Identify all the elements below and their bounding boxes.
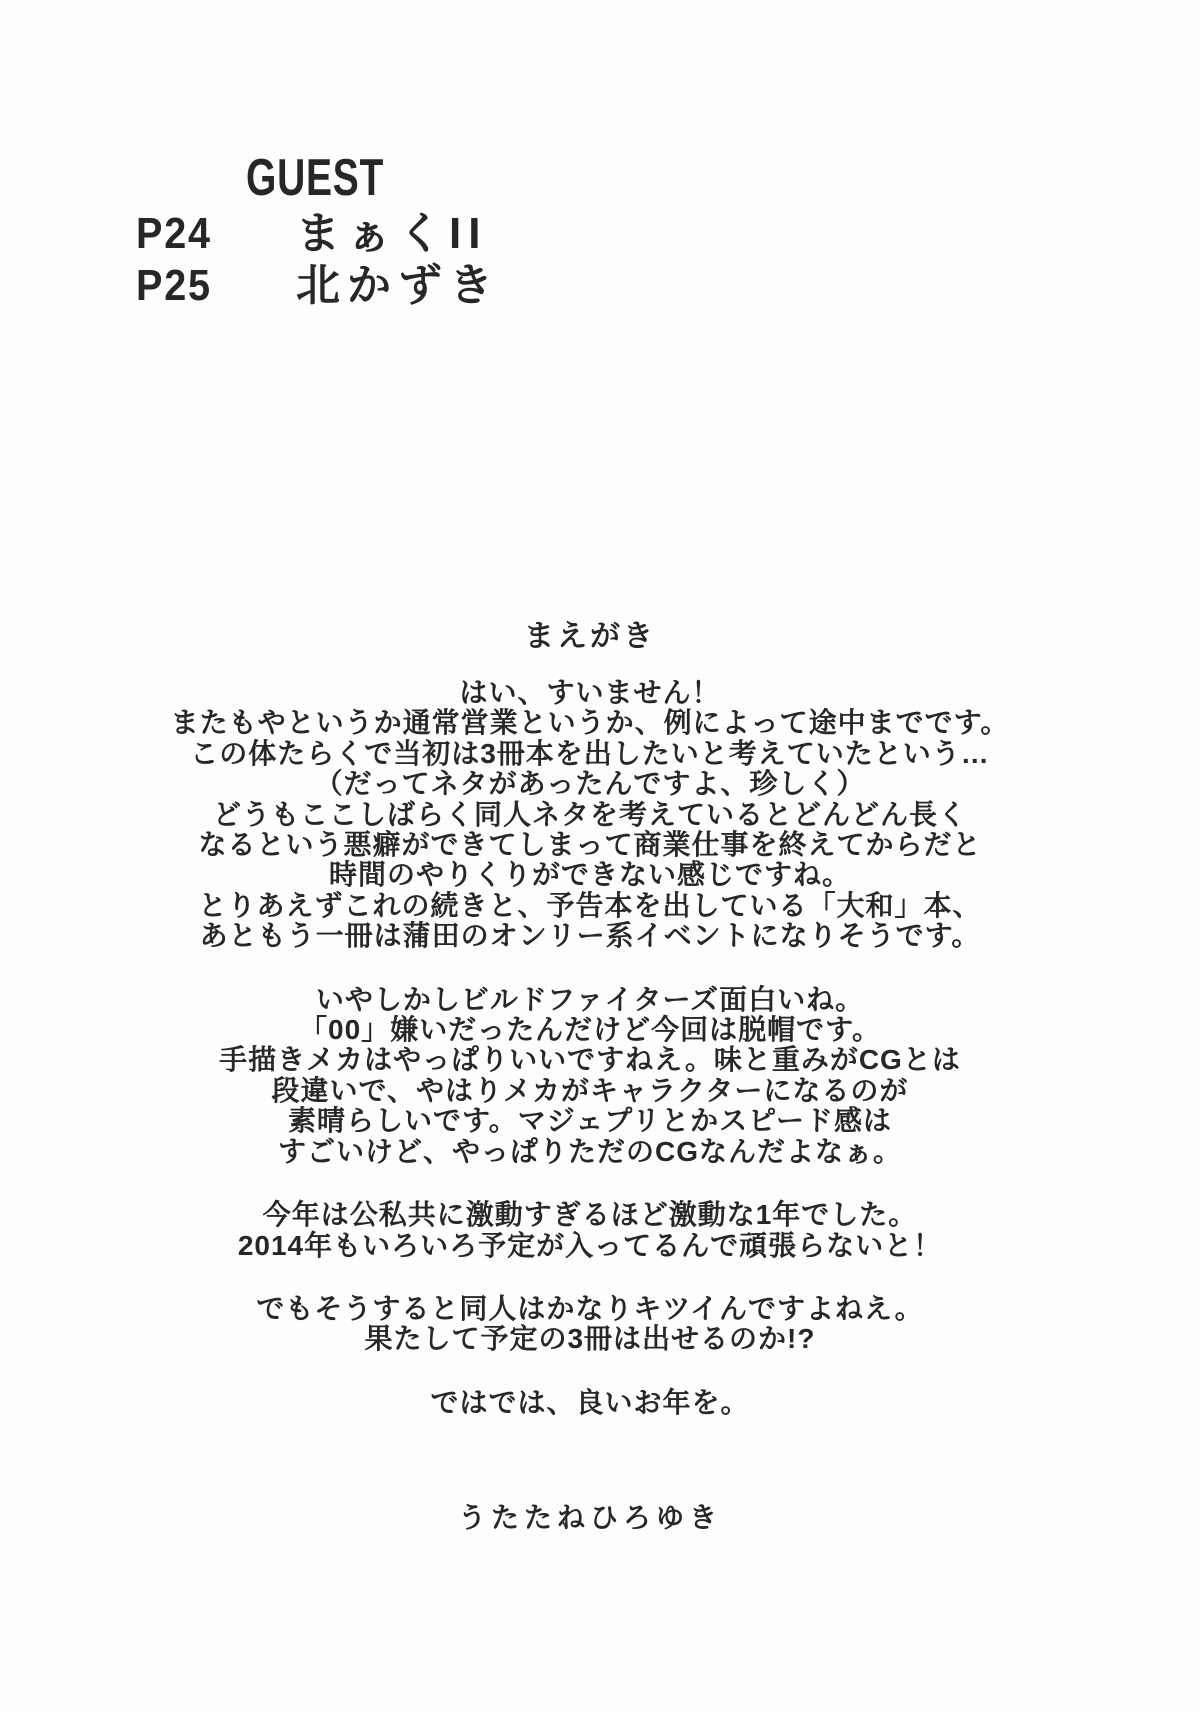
preface-line: でもそうすると同人はかなりキツイんですよねえ。 (256, 1292, 924, 1324)
preface-line: あともう一冊は蒲田のオンリー系イベントになりそうです。 (199, 920, 981, 952)
guest-entry-artist-name: まぁくII (296, 209, 488, 258)
preface-line: 「00」嫌いだったんだけど今回は脱帽です。 (299, 1014, 881, 1046)
preface-line: ではでは、良いお年を。 (430, 1386, 750, 1418)
preface-line: とりあえずこれの続きと、予告本を出している「大和」本、 (198, 889, 982, 921)
preface-paragraph (0, 1200, 1180, 1261)
preface-line: 2014年もいろいろ予定が入ってるんで頑張らないと！ (237, 1229, 943, 1261)
preface-title: まえがき (524, 620, 656, 653)
preface-line: 時間のやりくりができない感じですね。 (328, 859, 851, 891)
preface-line: （だってネタがあったんですよ、珍しく） (314, 768, 866, 800)
preface-paragraph (0, 1388, 1180, 1418)
guest-entry-page-number: P25 (136, 261, 212, 310)
preface-paragraph (0, 678, 1180, 952)
preface-line: 果たして予定の3冊は出せるのか!? (364, 1323, 816, 1355)
guest-entry-artist-name: 北かずき (296, 261, 500, 310)
preface-line: どうもここしばらく同人ネタを考えているとどんどん長く (212, 798, 967, 830)
preface-line: 素晴らしいです。マジェプリとかスピード感は (288, 1105, 892, 1137)
preface-line: 段違いで、やはりメカがキャラクターになるのが (271, 1074, 909, 1106)
preface-paragraph (0, 985, 1180, 1167)
preface-line: またもやというか通常営業というか、例によって途中までです。 (170, 707, 1010, 739)
guest-entry-page-number: P24 (136, 209, 212, 258)
preface-line: なるという悪癖ができてしまって商業仕事を終えてからだと (198, 829, 982, 861)
author-signature: うたたねひろゆき (457, 1502, 722, 1534)
preface-line: 今年は公私共に激動すぎるほど激動な1年でした。 (262, 1199, 918, 1231)
guest-entry (136, 208, 500, 260)
preface-line: 手描きメカはやっぱりいいですねえ。味と重みがCGとは (219, 1044, 961, 1076)
guest-heading: GUEST (246, 149, 385, 207)
preface-paragraph (0, 1294, 1180, 1355)
preface-line: この体たらくで当初は3冊本を出したいと考えていたという… (190, 737, 990, 769)
preface-body (0, 620, 1180, 1534)
guest-entry (136, 260, 500, 312)
guest-credits (0, 149, 500, 312)
preface-line: すごいけど、やっぱりただのCGなんだよなぁ。 (277, 1135, 902, 1167)
preface-line: いやしかしビルドファイターズ面白いね。 (315, 983, 865, 1015)
preface-line: はい、すいません！ (459, 677, 721, 708)
